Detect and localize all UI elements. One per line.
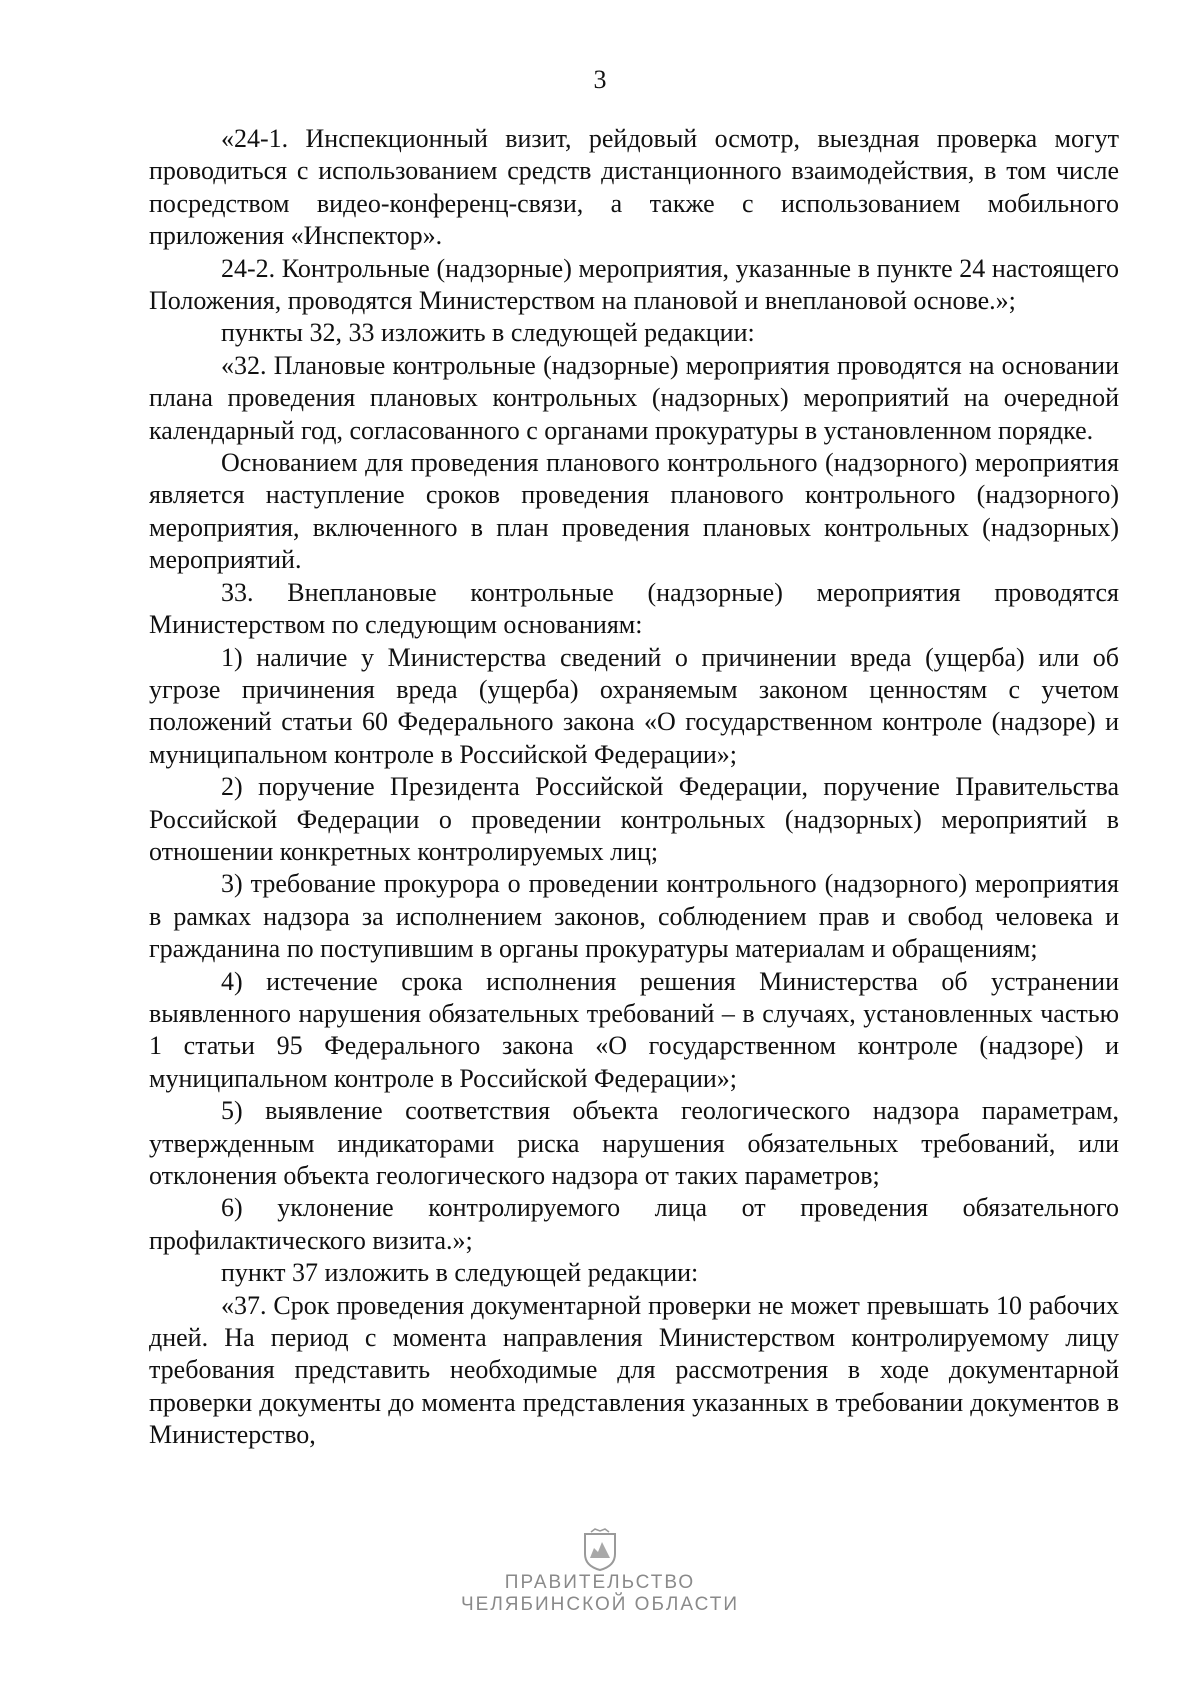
- paragraph-37: «37. Срок проведения документарной проверки не может превышать 10 рабочих дней. На период с момента направления Министерством контролируемому лицу требования представить необходимые для рассмотрения в ходе документарной проверки документы до момента представления указанных в требовании документов в Министерство,: [149, 1290, 1119, 1450]
- list-item-1: 1) наличие у Министерства сведений о причинении вреда (ущерба) или об угрозе причинения вреда (ущерба) охраняемым законом ценностям с учетом положений статьи 60 Федерального закона «О государственном контроле (надзоре) и муниципальном контроле в Российской Федерации»;: [149, 642, 1119, 769]
- watermark-line-2: ЧЕЛЯБИНСКОЙ ОБЛАСТИ: [461, 1594, 739, 1615]
- paragraph-33: 33. Внеплановые контрольные (надзорные) мероприятия проводятся Министерством по следующим основаниям:: [149, 577, 1119, 640]
- paragraph-32: «32. Плановые контрольные (надзорные) мероприятия проводятся на основании плана проведения плановых контрольных (надзорных) мероприятий на очередной календарный год, согласованного с органами прокуратуры в установленном порядке.: [149, 350, 1119, 445]
- list-item-5: 5) выявление соответствия объекта геологического надзора параметрам, утвержденным индикаторами риска нарушения обязательных требований, или отклонения объекта геологического надзора от таких параметров;: [149, 1096, 1119, 1190]
- list-item-2: 2) поручение Президента Российской Федерации, поручение Правительства Российской Федерации о проведении контрольных (надзорных) мероприятий в отношении конкретных контролируемых лиц;: [149, 772, 1119, 866]
- list-item-4: 4) истечение срока исполнения решения Министерства об устранении выявленного нарушения обязательных требований – в случаях, установленных частью 1 статьи 95 Федерального закона «О государственном контроле (надзоре) и муниципальном контроле в Российской Федерации»;: [149, 966, 1119, 1093]
- list-item-6: 6) уклонение контролируемого лица от проведения обязательного профилактического визита.»;: [149, 1193, 1119, 1255]
- document-body: [149, 123, 1119, 1452]
- paragraph-amend-37: пункт 37 изложить в следующей редакции:: [221, 1258, 699, 1288]
- paragraph-amend-32-33: пункты 32, 33 изложить в следующей редакции:: [221, 318, 755, 348]
- paragraph-32-basis: Основанием для проведения планового контрольного (надзорного) мероприятия является наступление сроков проведения планового контрольного (надзорного) мероприятия, включенного в план проведения плановых контрольных (надзорных) мероприятий.: [149, 448, 1119, 575]
- watermark-line-1: ПРАВИТЕЛЬСТВО: [504, 1572, 696, 1593]
- regional-emblem-icon: [582, 1528, 618, 1572]
- government-watermark: [0, 1528, 1200, 1616]
- paragraph-24-1: «24-1. Инспекционный визит, рейдовый осмотр, выездная проверка могут проводиться с использованием средств дистанционного взаимодействия, в том числе посредством видео-конференц-связи, а также с использованием мобильного приложения «Инспектор».: [149, 124, 1119, 251]
- list-item-3: 3) требование прокурора о проведении контрольного (надзорного) мероприятия в рамках надзора за исполнением законов, соблюдением прав и свобод человека и гражданина по поступившим в органы прокуратуры материалам и обращениям;: [149, 869, 1119, 964]
- paragraph-24-2: 24-2. Контрольные (надзорные) мероприятия, указанные в пункте 24 настоящего Положения, проводятся Министерством на плановой и внеплановой основе.»;: [149, 253, 1119, 316]
- page-number: 3: [593, 65, 607, 94]
